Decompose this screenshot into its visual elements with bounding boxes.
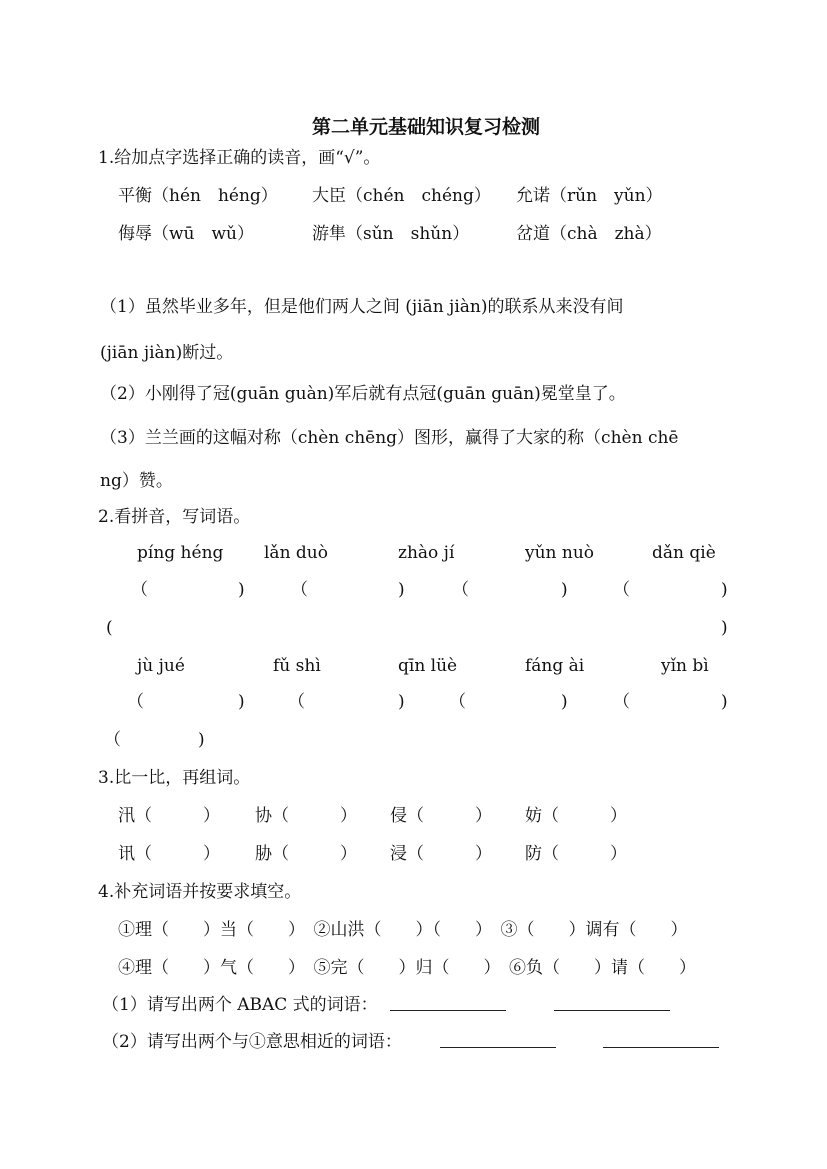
q3-item: 浸（ ） xyxy=(390,844,492,864)
q3-item: 侵（ ） xyxy=(390,806,492,826)
q3-item: 协（ ） xyxy=(255,806,357,826)
pinyin-label: jù jué xyxy=(137,656,185,676)
pinyin-label: yǔn nuò xyxy=(525,543,595,563)
pinyin-label: qīn lüè xyxy=(398,656,458,676)
answer-paren-open: ( xyxy=(106,618,113,638)
answer-paren-open: （ xyxy=(127,692,144,712)
answer-paren-open: （ xyxy=(613,580,630,600)
question-1-heading: 1.给加点字选择正确的读音，画“√”。 xyxy=(98,148,381,168)
q1-sentence: （3）兰兰画的这幅对称（chèn chēng）图形，赢得了大家的称（chèn chē xyxy=(100,428,679,448)
answer-paren-open: （ xyxy=(131,580,148,600)
q3-item: 胁（ ） xyxy=(255,844,357,864)
answer-paren-open: （ xyxy=(104,730,121,750)
answer-paren-open: （ xyxy=(288,692,305,712)
answer-paren-close: ) xyxy=(561,692,568,712)
answer-paren-close: ) xyxy=(561,580,568,600)
answer-paren-close: ) xyxy=(398,580,405,600)
q4-sub-question: （1）请写出两个 ABAC 式的词语： xyxy=(102,995,378,1015)
pinyin-label: píng héng xyxy=(137,543,224,563)
answer-paren-open: （ xyxy=(613,692,630,712)
answer-blank[interactable] xyxy=(390,996,506,1015)
question-4-heading: 4.补充词语并按要求填空。 xyxy=(98,882,302,902)
answer-blank[interactable] xyxy=(554,996,670,1015)
answer-paren-open: （ xyxy=(452,580,469,600)
pinyin-label: zhào jí xyxy=(398,543,455,563)
answer-blank[interactable] xyxy=(440,1033,556,1052)
q4-line: ④理（ ）气（ ） ⑤完（ ）归（ ） ⑥负（ ）请（ ） xyxy=(118,958,696,978)
answer-paren-close: ) xyxy=(721,692,728,712)
question-2-heading: 2.看拼音，写词语。 xyxy=(98,507,251,527)
answer-paren-close: ) xyxy=(721,580,728,600)
q1-sentence: （2）小刚得了冠(guān guàn)军后就有点冠(guān guān)冕堂皇了。 xyxy=(100,384,626,404)
q1-word: 岔道（chà zhà） xyxy=(516,224,662,244)
q1-sentence: （1）虽然毕业多年，但是他们两人之间 (jiān jiàn)的联系从来没有间 xyxy=(100,297,624,317)
answer-paren-close: ) xyxy=(198,730,205,750)
pinyin-label: yǐn bì xyxy=(661,656,709,676)
q3-item: 妨（ ） xyxy=(525,806,627,826)
pinyin-label: dǎn qiè xyxy=(652,543,716,563)
answer-paren-close: ) xyxy=(398,692,405,712)
q1-word: 大臣（chén chéng） xyxy=(312,186,491,206)
q1-sentence: ng）赞。 xyxy=(100,471,173,491)
question-3-heading: 3.比一比，再组词。 xyxy=(98,768,251,788)
answer-paren-close: ) xyxy=(238,580,245,600)
pinyin-label: fǔ shì xyxy=(273,656,321,676)
pinyin-label: lǎn duò xyxy=(264,543,328,563)
answer-blank[interactable] xyxy=(603,1033,719,1052)
q3-item: 汛（ ） xyxy=(118,806,220,826)
answer-paren-open: （ xyxy=(291,580,308,600)
q4-line: ①理（ ）当（ ） ②山洪（ ）（ ） ③（ ）调有（ ） xyxy=(118,920,688,940)
page-title: 第二单元基础知识复习检测 xyxy=(312,116,541,138)
answer-paren-close: ) xyxy=(238,692,245,712)
q1-sentence: (jiān jiàn)断过。 xyxy=(100,343,234,363)
answer-paren-open: （ xyxy=(449,692,466,712)
answer-paren-close: ) xyxy=(721,618,728,638)
q4-sub-question: （2）请写出两个与①意思相近的词语： xyxy=(102,1032,402,1052)
q1-word: 游隼（sǔn shǔn） xyxy=(312,224,470,244)
q3-item: 防（ ） xyxy=(525,844,627,864)
q1-word: 平衡（hén héng） xyxy=(118,186,278,206)
q3-item: 讯（ ） xyxy=(118,844,220,864)
q1-word: 侮辱（wū wǔ） xyxy=(118,224,254,244)
pinyin-label: fáng ài xyxy=(525,656,585,676)
q1-word: 允诺（rǔn yǔn） xyxy=(516,186,663,206)
